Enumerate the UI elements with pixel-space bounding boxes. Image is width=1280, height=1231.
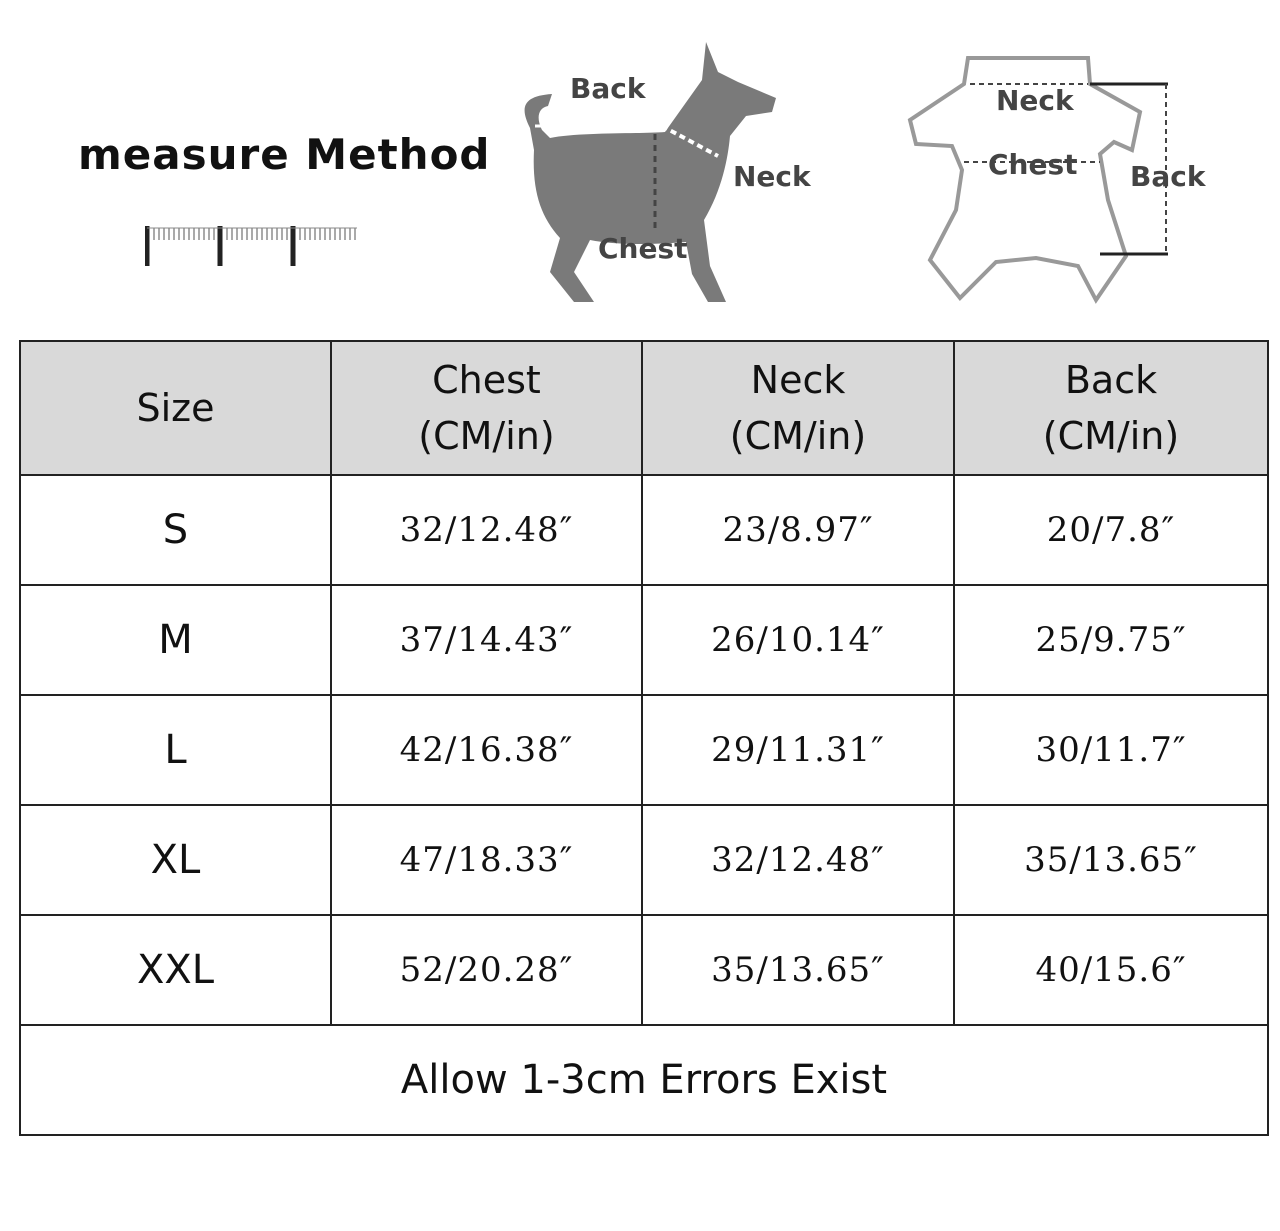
neck-cell: 35/13.65″ <box>642 915 954 1025</box>
shirt-chest-label: Chest <box>988 148 1078 181</box>
header-size-label: Size <box>136 386 215 430</box>
back-cell: 25/9.75″ <box>954 585 1268 695</box>
table-row <box>20 915 1268 1025</box>
table-row <box>20 585 1268 695</box>
shirt-measure-diagram <box>900 50 1220 310</box>
size-cell: XXL <box>20 915 331 1025</box>
chest-cell: 42/16.38″ <box>331 695 642 805</box>
chest-cell: 32/12.48″ <box>331 475 642 585</box>
dog-chest-label: Chest <box>598 232 688 265</box>
back-cell: 35/13.65″ <box>954 805 1268 915</box>
size-cell: L <box>20 695 331 805</box>
neck-cell: 26/10.14″ <box>642 585 954 695</box>
header-neck <box>642 341 954 475</box>
table-row <box>20 695 1268 805</box>
chest-cell: 52/20.28″ <box>331 915 642 1025</box>
back-cell: 40/15.6″ <box>954 915 1268 1025</box>
table-header-row <box>20 341 1268 475</box>
header-chest <box>331 341 642 475</box>
error-note: Allow 1-3cm Errors Exist <box>20 1025 1268 1135</box>
neck-cell: 32/12.48″ <box>642 805 954 915</box>
dog-measure-diagram <box>490 40 820 310</box>
chest-cell: 37/14.43″ <box>331 585 642 695</box>
header-chest-label: Chest <box>432 358 541 402</box>
size-cell: M <box>20 585 331 695</box>
size-cell: XL <box>20 805 331 915</box>
table-note-row <box>20 1025 1268 1135</box>
header-chest-unit: (CM/in) <box>418 414 555 458</box>
ruler-icon <box>145 222 360 268</box>
header-neck-label: Neck <box>750 358 846 402</box>
neck-cell: 23/8.97″ <box>642 475 954 585</box>
dog-back-label: Back <box>570 72 646 105</box>
size-chart-table <box>19 340 1269 1136</box>
header-neck-unit: (CM/in) <box>729 414 867 458</box>
back-cell: 20/7.8″ <box>954 475 1268 585</box>
header-back <box>954 341 1268 475</box>
shirt-back-label: Back <box>1130 160 1206 193</box>
table-row <box>20 805 1268 915</box>
neck-cell: 29/11.31″ <box>642 695 954 805</box>
chest-cell: 47/18.33″ <box>331 805 642 915</box>
table-row <box>20 475 1268 585</box>
dog-neck-label: Neck <box>733 160 811 193</box>
method-title: measure Method <box>78 130 491 179</box>
size-cell: S <box>20 475 331 585</box>
shirt-neck-label: Neck <box>996 84 1074 117</box>
back-cell: 30/11.7″ <box>954 695 1268 805</box>
header-back-label: Back <box>1064 358 1158 402</box>
header-size <box>20 341 331 475</box>
header-back-unit: (CM/in) <box>1042 414 1180 458</box>
